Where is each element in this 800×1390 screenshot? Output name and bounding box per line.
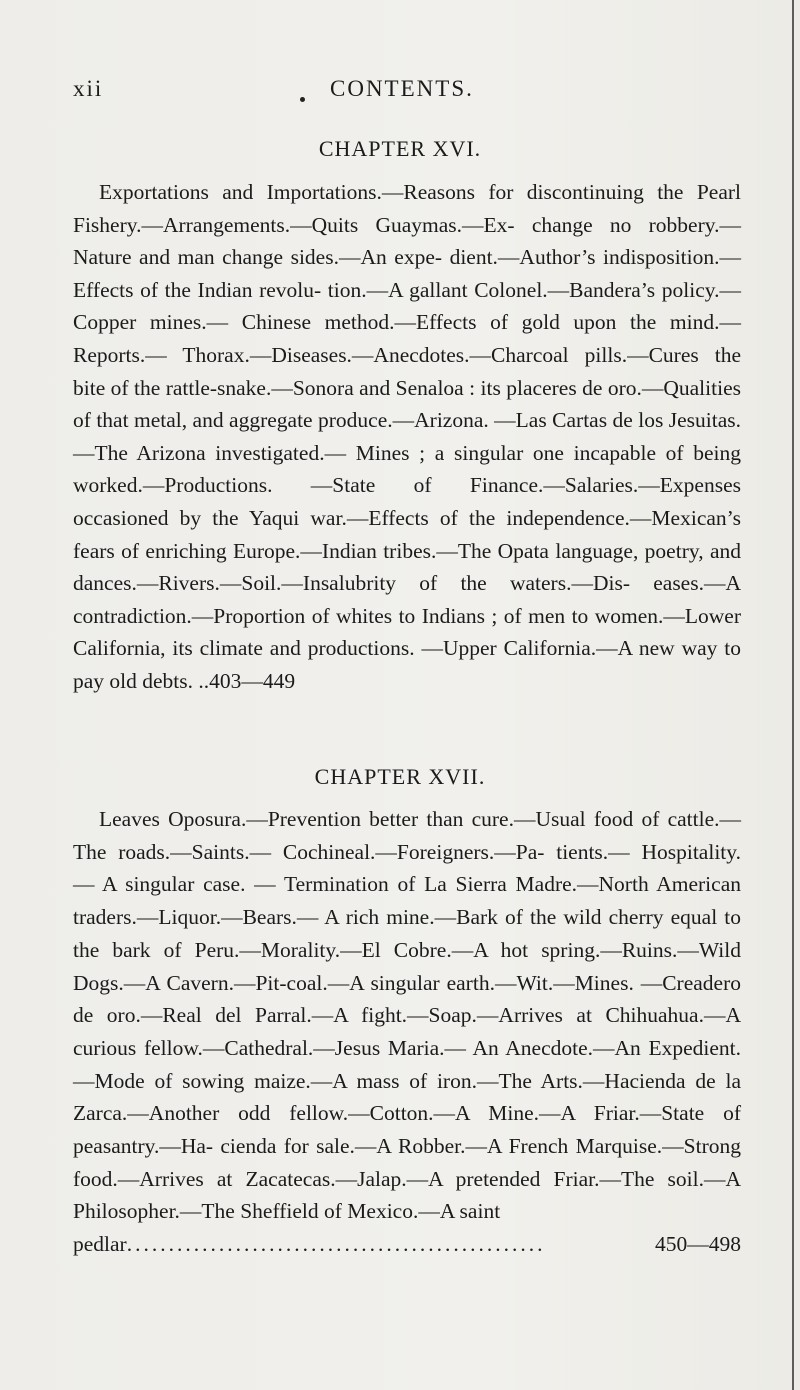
- chapter-17-pages: 450—498: [655, 1232, 741, 1257]
- chapter-17-summary-text: Leaves Oposura.—Prevention better than cure.—Usual food of cattle.—The roads.—Saints.— Cochineal.—Foreigners.—Pa- tients.— Hospitality. — A singular case. — Termination of La Sierra Madre.—North American traders.—Liquor.—Bears.— A rich mine.—Bark of the wild cherry equal to the bark of Peru.—Morality.—El Cobre.—A hot spring.—Ruins.—Wild Dogs.—A Cavern.—Pit-coal.—A singular earth.—Wit.—Mines. —Creadero de oro.—Real del Parral.—A fight.—Soap.—Arrives at Chihuahua.—A curious fellow.—Cathedral.—Jesus Maria.— An Anecdote.—An Expedient.—Mode of sowing maize.—A mass of iron.—The Arts.—Hacienda de la Zarca.—Another odd fellow.—Cotton.—A Mine.—A Friar.—State of peasantry.—Ha- cienda for sale.—A Robber.—A French Marquise.—Strong food.—Arrives at Zacatecas.—Jalap.—A pretended Friar.—The soil.—A Philosopher.—The Sheffield of Mexico.—A saint: [73, 807, 741, 1224]
- chapter-17-title: CHAPTER XVII.: [314, 764, 486, 789]
- page-header: [0, 70, 800, 110]
- chapter-16-pages: 403—449: [209, 668, 296, 693]
- page-edge-shadow: [792, 0, 794, 1390]
- page-number: xii: [73, 76, 104, 101]
- chapter-17-last-word: pedlar: [73, 1232, 127, 1257]
- ornament-dot: [300, 97, 305, 102]
- chapter-16-title: CHAPTER XVI.: [318, 136, 482, 161]
- chapter-17-leader-line: [73, 1228, 741, 1261]
- chapter-17-leader-dots: ..................................................: [126, 1232, 546, 1257]
- chapter-17-summary: [73, 803, 741, 1261]
- chapter-16-summary: [73, 176, 741, 698]
- chapter-16-summary-text: Exportations and Importations.—Reasons for discontinuing the Pearl Fishery.—Arrangements.—Quits Guaymas.—Ex- change no robbery.—Nature and man change sides.—An expe- dient.—Author’s indisposition.—Effects of the Indian revolu- tion.—A gallant Colonel.—Bandera’s policy.—Copper mines.— Chinese method.—Effects of gold upon the mind.—Reports.— Thorax.—Diseases.—Anecdotes.—Charcoal pills.—Cures the bite of the rattle-snake.—Sonora and Senaloa : its placeres de oro.—Qualities of that metal, and aggregate produce.—Arizona. —Las Cartas de los Jesuitas.—The Arizona investigated.— Mines ; a singular one incapable of being worked.—Productions. —State of Finance.—Salaries.—Expenses occasioned by the Yaqui war.—Effects of the independence.—Mexican’s fears of enriching Europe.—Indian tribes.—The Opata language, poetry, and dances.—Rivers.—Soil.—Insalubrity of the waters.—Dis- eases.—A contradiction.—Proportion of whites to Indians ; of men to women.—Lower California, its climate and productions. —Upper California.—A new way to pay old debts. ..: [73, 180, 741, 693]
- running-head: CONTENTS.: [330, 76, 474, 101]
